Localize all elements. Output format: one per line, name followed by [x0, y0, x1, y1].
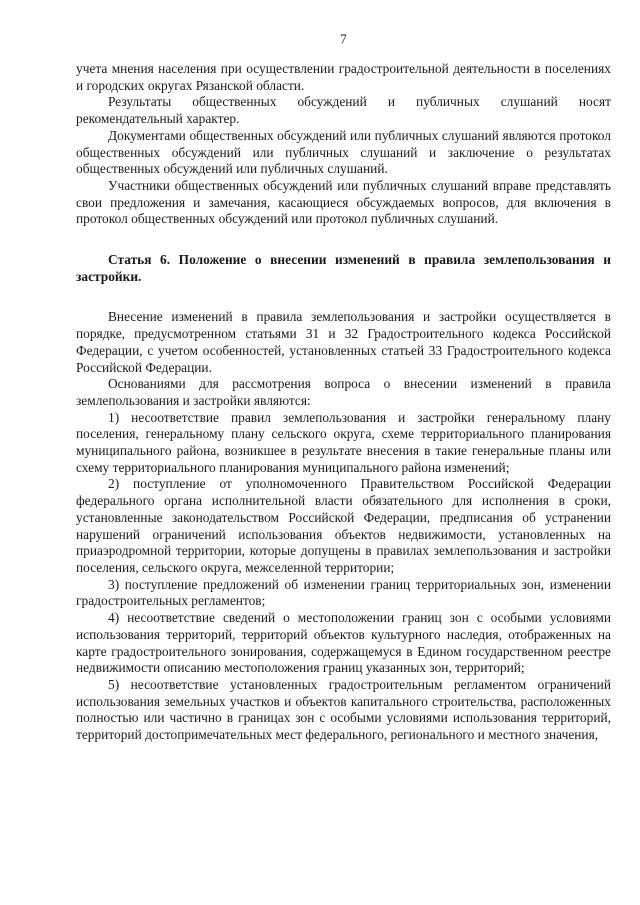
list-item: 5) несоответствие установленных градостроительным регламентом ограничений использования земельных участков и объектов капитального строительства, расположенных полностью или частично в границах зон с особыми условиями использования территорий, территорий достопримечательных мест федерального, регионального и местного значения, [76, 676, 611, 743]
paragraph: Результаты общественных обсуждений и публичных слушаний носят рекомендательный характер. [76, 94, 611, 127]
list-item: 3) поступление предложений об изменении границ территориальных зон, изменении градостроительных регламентов; [76, 576, 611, 609]
article-heading: Статья 6. Положение о внесении изменений в правила землепользования и застройки. [76, 252, 611, 284]
list-item: 2) поступление от уполномоченного Правительством Российской Федерации федерального органа исполнительной власти обязательного для исполнения в сроки, установленные законодательством Российской Федерации, предписания об устранении нарушений ограничений использования объектов недвижимости, установленных на приаэродромной территории, которые допущены в правилах землепользования и застройки поселения, сельского округа, межселенной территории; [76, 476, 611, 575]
page-number: 7 [340, 31, 347, 46]
paragraph: учета мнения населения при осуществлении градостроительной деятельности в поселениях и городских округах Рязанской области. [76, 61, 611, 93]
paragraph: Участники общественных обсуждений или публичных слушаний вправе представлять свои предложения и замечания, касающиеся обсуждаемых вопросов, для включения в протокол общественных обсуждений или протокол публичных слушаний. [76, 177, 611, 227]
paragraph: Основаниями для рассмотрения вопроса о внесении изменений в правила землепользования и застройки являются: [76, 376, 611, 408]
list-item: 1) несоответствие правил землепользования и застройки генеральному плану поселения, генеральному плану сельского округа, схеме территориального планирования муниципального района, возникшее в результате внесения в такие генеральные планы или схему территориального планирования муниципального района изменений; [76, 409, 611, 475]
list-item: 4) несоответствие сведений о местоположении границ зон с особыми условиями использования территорий, территорий объектов культурного наследия, отображенных на карте градостроительного зонирования, содержащемуся в Едином государственном реестре недвижимости описанию местоположения границ указанных зон, территорий; [76, 610, 611, 676]
document-body [76, 61, 611, 744]
paragraph: Документами общественных обсуждений или публичных слушаний являются протокол общественных обсуждений или публичных слушаний и заключение о результатах общественных обсуждений или публичных слушаний. [76, 127, 611, 177]
paragraph: Внесение изменений в правила землепользования и застройки осуществляется в порядке, предусмотренном статьями 31 и 32 Градостроительного кодекса Российской Федерации, с учетом особенностей, установленных статьей 33 Градостроительного кодекса Российской Федерации. [76, 309, 611, 375]
